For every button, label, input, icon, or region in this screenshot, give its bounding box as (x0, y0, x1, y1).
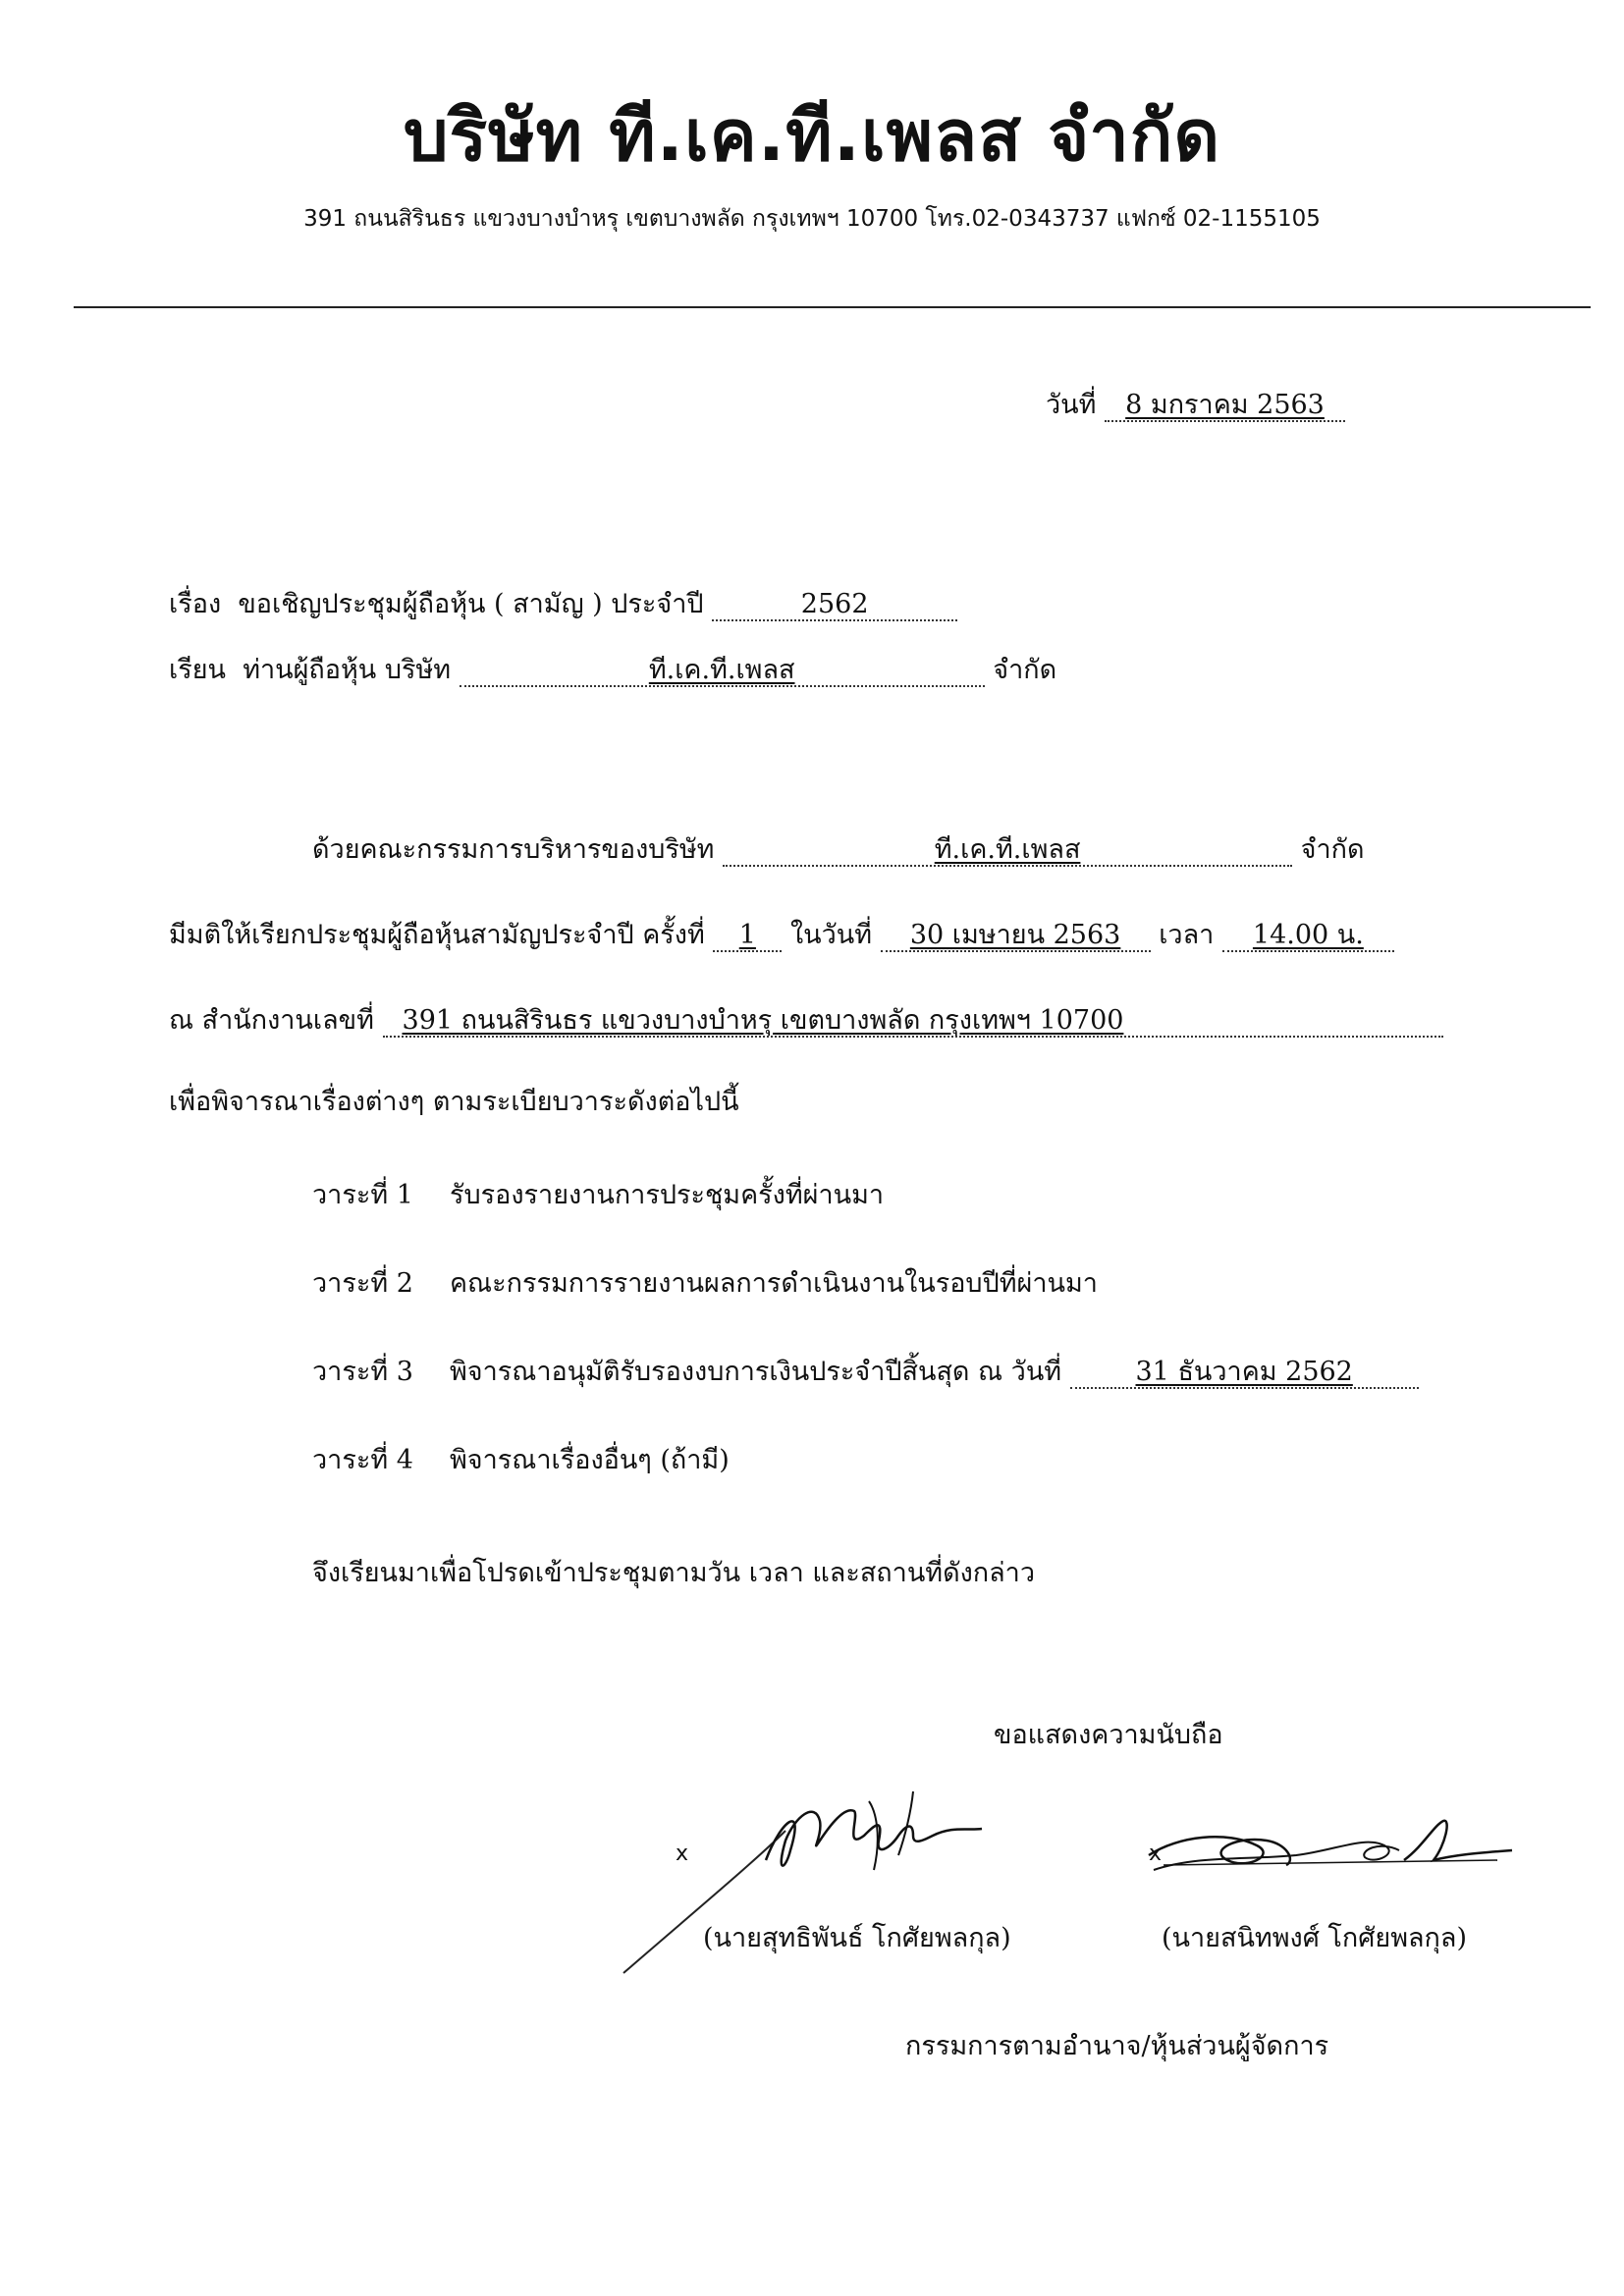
recipient-text: ท่านผู้ถือหุ้น บริษัท (243, 655, 452, 685)
meeting-date: 30 เมษายน 2563 (909, 920, 1121, 950)
meeting-date-label: ในวันที่ (789, 920, 872, 950)
subject-line (169, 582, 957, 624)
body-line-3 (169, 998, 1443, 1041)
recipient-suffix: จำกัด (993, 655, 1057, 685)
date-label: วันที่ (1046, 390, 1097, 420)
body-line-1-prefix: ด้วยคณะกรรมการบริหารของบริษัท (312, 834, 715, 865)
meeting-time-label: เวลา (1159, 920, 1215, 950)
subject-label: เรื่อง (169, 589, 222, 619)
signature-mark-2: x (1149, 1842, 1163, 1866)
subject-year-field (712, 590, 957, 621)
recipient-company: ที.เค.ที.เพลส (648, 655, 795, 685)
recipient-line (169, 648, 1056, 690)
company-name: บริษัท ที.เค.ที.เพลส จำกัด (403, 94, 1221, 177)
agenda-text: พิจารณาเรื่องอื่นๆ (ถ้ามี) (450, 1445, 730, 1475)
agenda-item (312, 1173, 884, 1215)
financial-date-field (1070, 1358, 1419, 1389)
agenda-text: พิจารณาอนุมัติรับรองงบการเงินประจำปีสิ้นสุด ณ วันที่ (450, 1357, 1062, 1387)
agenda-item (312, 1261, 1098, 1304)
company-address: 391 ถนนสิรินธร แขวงบางบำหรุ เขตบางพลัด กรุงเทพฯ 10700 โทร.02-0343737 แฟกซ์ 02-1155105 (303, 206, 1321, 232)
venue-label: ณ สำนักงานเลขที่ (169, 1005, 374, 1036)
body-company: ที.เค.ที.เพลส (934, 834, 1081, 865)
body-line-1-suffix: จำกัด (1300, 834, 1365, 865)
body-line-1 (312, 828, 1365, 870)
financial-date: 31 ธันวาคม 2562 (1135, 1357, 1353, 1387)
signatory-2-name: (นายสนิทพงศ์ โกศัยพลกุล) (1162, 1923, 1467, 1953)
date-value: 8 มกราคม 2563 (1125, 390, 1325, 420)
meeting-no-field (713, 921, 782, 952)
signature-title: กรรมการตามอำนาจ/หุ้นส่วนผู้จัดการ (905, 2031, 1329, 2061)
venue-field (383, 1006, 1443, 1038)
agenda-no: วาระที่ 1 (312, 1180, 413, 1210)
agenda-no: วาระที่ 2 (312, 1268, 413, 1299)
agenda-text: คณะกรรมการรายงานผลการดำเนินงานในรอบปีที่ผ่านมา (450, 1268, 1098, 1299)
agenda-no: วาระที่ 3 (312, 1357, 413, 1387)
date-line (1046, 383, 1345, 425)
subject-text: ขอเชิญประชุมผู้ถือหุ้น ( สามัญ ) ประจำปี (238, 589, 704, 619)
body-company-field (723, 835, 1292, 867)
closing-invite: จึงเรียนมาเพื่อโปรดเข้าประชุมตามวัน เวลา และสถานที่ดังกล่าว (312, 1558, 1036, 1588)
meeting-no: 1 (738, 920, 756, 950)
subject-year: 2562 (800, 589, 869, 619)
closing-regards: ขอแสดงความนับถือ (994, 1720, 1223, 1750)
body-line-2 (169, 913, 1394, 955)
signatory-1-name: (นายสุทธิพันธ์ โกศัยพลกุล) (703, 1923, 1011, 1953)
signature-2 (1139, 1806, 1532, 1895)
venue-value: 391 ถนนสิรินธร แขวงบางบำหรุ เขตบางพลัด กรุงเทพฯ 10700 (402, 1005, 1124, 1036)
meeting-date-field (881, 921, 1151, 952)
agenda-item (312, 1350, 1419, 1392)
body-line-2-prefix: มีมติให้เรียกประชุมผู้ถือหุ้นสามัญประจำปี ครั้งที่ (169, 920, 705, 950)
agenda-no: วาระที่ 4 (312, 1445, 413, 1475)
agenda-text: รับรองรายงานการประชุมครั้งที่ผ่านมา (450, 1180, 885, 1210)
date-field (1105, 391, 1345, 422)
signature-mark-1: x (676, 1842, 689, 1866)
meeting-time: 14.00 น. (1252, 920, 1364, 950)
header-divider (74, 306, 1591, 308)
recipient-label: เรียน (169, 655, 227, 685)
body-line-4: เพื่อพิจารณาเรื่องต่างๆ ตามระเบียบวาระดังต่อไปนี้ (169, 1087, 739, 1117)
recipient-company-field (460, 656, 985, 687)
meeting-time-field (1222, 921, 1394, 952)
agenda-item (312, 1438, 730, 1480)
